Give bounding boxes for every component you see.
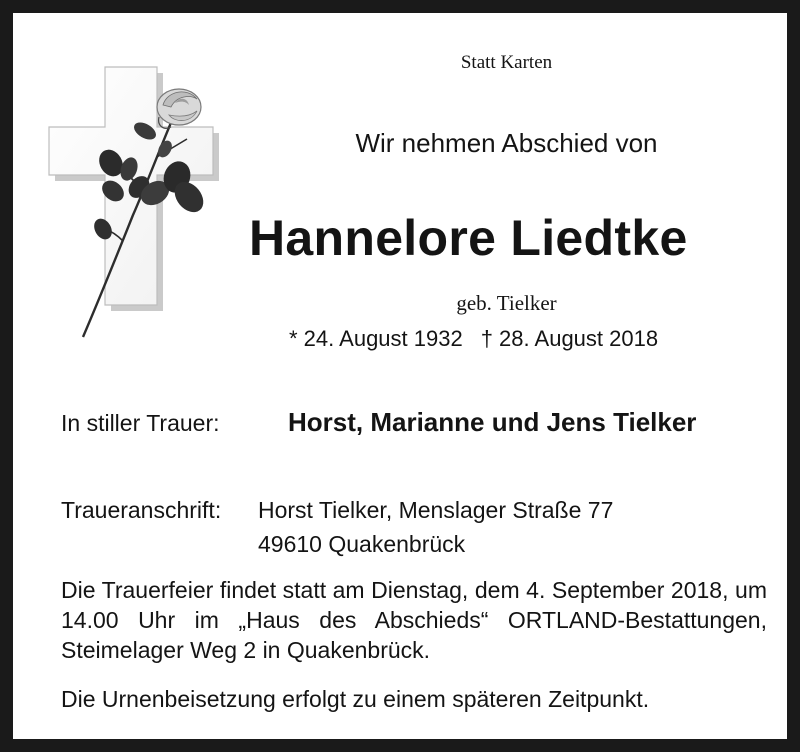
address-line-1: Horst Tielker, Menslager Straße 77 (258, 497, 614, 523)
urn-burial-text: Die Urnenbeisetzung erfolgt zu einem späteren Zeitpunkt. (61, 686, 650, 712)
mourners-names: Horst, Marianne und Jens Tielker (288, 407, 697, 437)
deceased-name: Hannelore Liedtke (249, 210, 688, 266)
ceremony-text: Die Trauerfeier findet statt am Dienstag, dem 4. September 2018, um 14.00 Uhr im „Haus des Abschieds“ ORTLAND-Bestattungen, Steimelager Weg 2 in Quakenbrück. (61, 577, 767, 663)
birth-date: * 24. August 1932 (289, 326, 463, 351)
intro-line: Wir nehmen Abschied von (355, 128, 658, 158)
death-date: † 28. August 2018 (480, 326, 659, 351)
mourning-label: In stiller Trauer: (61, 410, 220, 436)
birth-name: geb. Tielker (456, 291, 557, 315)
address-line-2: 49610 Quakenbrück (258, 531, 466, 557)
statt-karten-note: Statt Karten (460, 52, 553, 73)
address-label: Traueranschrift: (61, 497, 222, 523)
life-dates (289, 326, 658, 352)
